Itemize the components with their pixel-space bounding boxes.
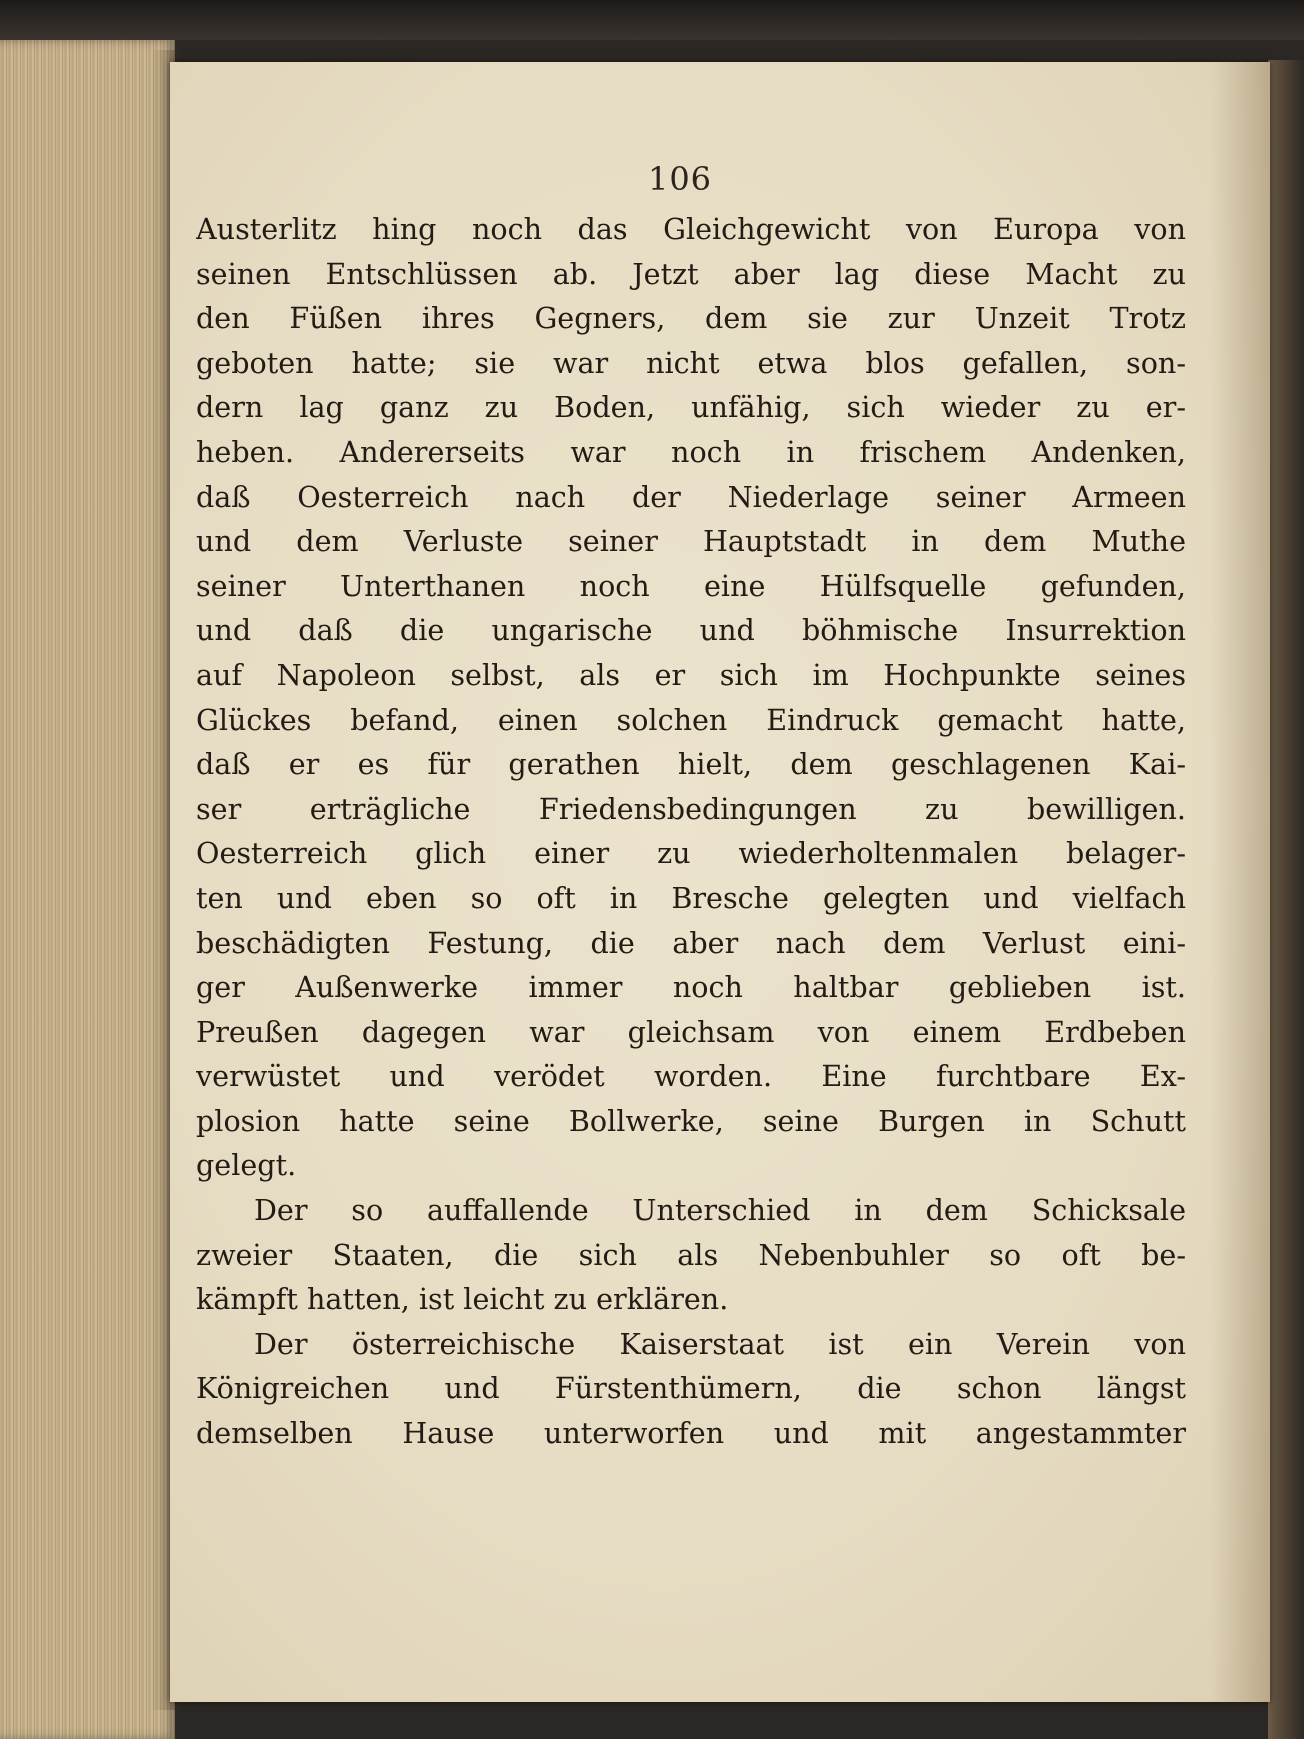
text-line: plosion hatte seine Bollwerke, seine Burgen in Schutt [196, 1103, 1186, 1138]
text-line: seiner Unterthanen noch eine Hülfsquelle gefunden, [196, 568, 1186, 603]
text-line: und dem Verluste seiner Hauptstadt in dem Muthe [196, 524, 1186, 559]
text-line-paragraph-start: Der österreichische Kaiserstaat ist ein Verein von [254, 1326, 1186, 1361]
text-line: ser erträgliche Friedensbedingungen zu bewilligen. [196, 791, 1186, 826]
text-line: daß Oesterreich nach der Niederlage seiner Armeen [196, 479, 1186, 514]
text-line: daß er es für gerathen hielt, dem geschlagenen Kai- [196, 747, 1186, 782]
text-line: Preußen dagegen war gleichsam von einem Erdbeben [196, 1014, 1186, 1049]
text-line: demselben Hause unterworfen und mit angestammter [196, 1416, 1186, 1451]
text-line: Königreichen und Fürstenthümern, die schon längst [196, 1371, 1186, 1406]
book-cover-edge [0, 0, 1304, 40]
text-line: den Füßen ihres Gegners, dem sie zur Unzeit Trotz [196, 301, 1186, 336]
page-number: 106 [647, 160, 713, 198]
text-line-paragraph-end: kämpft hatten, ist leicht zu erklären. [196, 1282, 729, 1317]
text-line: Austerlitz hing noch das Gleichgewicht von Europa von [196, 212, 1186, 246]
text-line: ger Außenwerke immer noch haltbar geblieben ist. [196, 970, 1186, 1005]
text-line-paragraph-start: Der so auffallende Unterschied in dem Schicksale [254, 1193, 1186, 1228]
page-gutter-shadow [1210, 62, 1270, 1702]
page-stack-edge [0, 40, 175, 1739]
text-line: heben. Andererseits war noch in frischem Andenken, [196, 434, 1186, 469]
text-line: Glückes befand, einen solchen Eindruck gemacht hatte, [196, 702, 1186, 737]
text-line: auf Napoleon selbst, als er sich im Hochpunkte seines [196, 657, 1186, 692]
text-line: und daß die ungarische und böhmische Insurrektion [196, 613, 1186, 648]
page-body-text [196, 207, 1186, 1456]
text-line: verwüstet und verödet worden. Eine furchtbare Ex- [196, 1059, 1186, 1094]
text-line: dern lag ganz zu Boden, unfähig, sich wieder zu er- [196, 390, 1186, 425]
text-line: geboten hatte; sie war nicht etwa blos gefallen, son- [196, 345, 1186, 380]
text-line: beschädigten Festung, die aber nach dem Verlust eini- [196, 925, 1186, 960]
text-line: seinen Entschlüssen ab. Jetzt aber lag diese Macht zu [196, 256, 1186, 291]
text-line-paragraph-end: gelegt. [196, 1148, 297, 1183]
text-line: Oesterreich glich einer zu wiederholtenmalen belager- [196, 836, 1186, 871]
book-spine-edge [1268, 60, 1304, 1739]
text-line: ten und eben so oft in Bresche gelegten und vielfach [196, 880, 1186, 915]
text-line: zweier Staaten, die sich als Nebenbuhler so oft be- [196, 1237, 1186, 1272]
